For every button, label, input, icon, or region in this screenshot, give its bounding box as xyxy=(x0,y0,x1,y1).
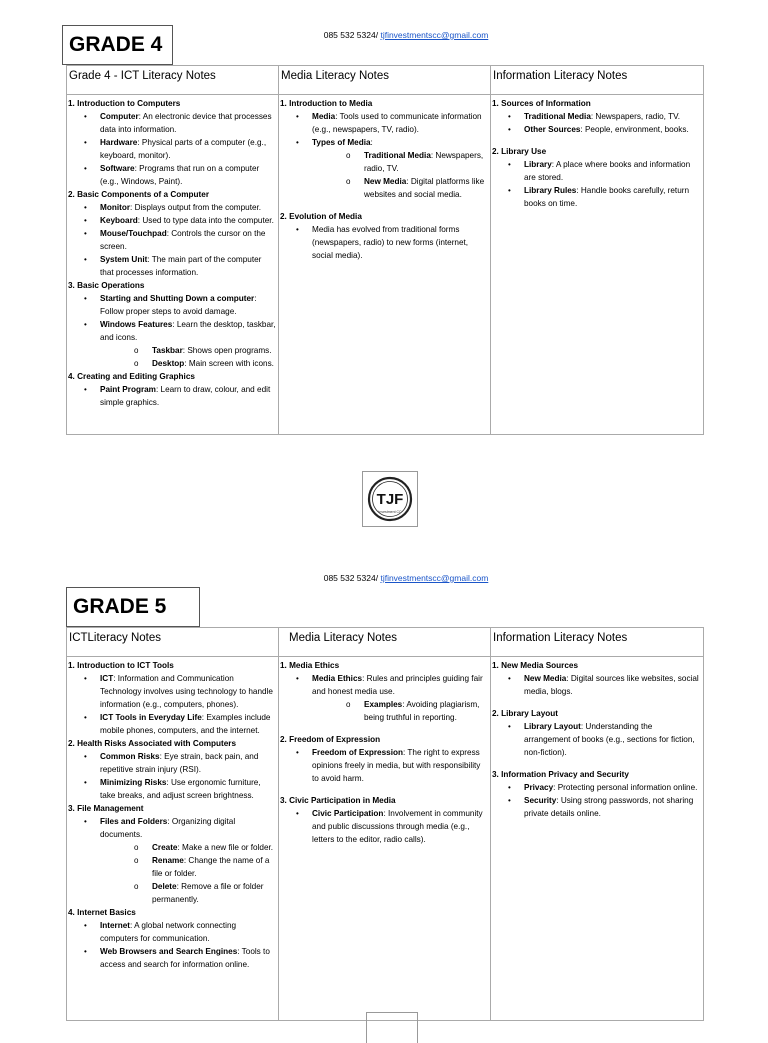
definition: : Digital sources like websites, social media, blogs. xyxy=(524,674,699,696)
grade-4-ict-cell xyxy=(67,95,279,435)
definition: : A place where books and information are stored. xyxy=(524,160,691,182)
bullet-list xyxy=(280,223,488,262)
sub-list-item xyxy=(134,880,276,906)
term: Computer xyxy=(100,112,139,121)
bullet-list xyxy=(68,110,276,188)
bullet-list xyxy=(68,292,276,370)
term: Web Browsers and Search Engines xyxy=(100,947,238,956)
list-item xyxy=(508,123,701,136)
list-item xyxy=(508,781,701,794)
section-heading: 2. Evolution of Media xyxy=(280,212,362,221)
definition: : The main part of the computer that processes information. xyxy=(100,255,262,277)
column-header-info: Information Literacy Notes xyxy=(491,628,704,657)
term: Desktop xyxy=(152,359,185,368)
bullet-list xyxy=(280,672,488,724)
sub-list xyxy=(312,698,488,724)
list-item xyxy=(84,201,276,214)
definition: : Main screen with icons. xyxy=(184,359,274,368)
definition: : xyxy=(370,138,373,147)
tjf-logo-icon xyxy=(365,474,415,524)
phone-number: 085 532 5324/ xyxy=(323,30,379,40)
list-item xyxy=(296,746,488,785)
list-item xyxy=(84,136,276,162)
bullet-list xyxy=(68,815,276,906)
term: Rename xyxy=(152,856,184,865)
term: Media xyxy=(312,112,336,121)
grade-5-info-cell xyxy=(491,657,704,1021)
definition: : Handle books carefully, return books on time. xyxy=(524,186,690,208)
sub-list-item xyxy=(346,698,488,724)
definition: : Eye strain, back pain, and repetitive strain injury (RSI). xyxy=(100,752,259,774)
column-header-media: Media Literacy Notes xyxy=(279,66,491,95)
sub-list-item xyxy=(134,841,276,854)
section-heading: 4. Internet Basics xyxy=(68,908,136,917)
bullet-list xyxy=(280,807,488,846)
sub-list-item xyxy=(134,344,276,357)
bullet-list xyxy=(492,781,701,820)
term: New Media xyxy=(524,674,567,683)
list-item xyxy=(84,214,276,227)
definition: : Shows open programs. xyxy=(182,346,272,355)
list-item xyxy=(296,807,488,846)
list-item xyxy=(84,672,276,711)
section-heading: 2. Library Use xyxy=(492,147,547,156)
term: Keyboard xyxy=(100,216,138,225)
bullet-list xyxy=(68,383,276,409)
term: Security xyxy=(524,796,557,805)
term: Minimizing Risks xyxy=(100,778,167,787)
section-heading: 3. Information Privacy and Security xyxy=(492,770,629,779)
term: Internet xyxy=(100,921,131,930)
grade-5-title: GRADE 5 xyxy=(66,587,200,627)
term: Taskbar xyxy=(152,346,183,355)
list-item xyxy=(84,711,276,737)
section-heading: 2. Freedom of Expression xyxy=(280,735,381,744)
term: Other Sources xyxy=(524,125,581,134)
list-item xyxy=(296,223,488,262)
definition: : Protecting personal information online. xyxy=(553,783,698,792)
section-heading: 1. Introduction to Computers xyxy=(68,99,181,108)
sub-list xyxy=(100,344,276,370)
section-heading: 2. Library Layout xyxy=(492,709,558,718)
list-item xyxy=(296,136,488,201)
term: Library xyxy=(524,160,552,169)
definition: : Avoiding plagiarism, being truthful in reporting. xyxy=(364,700,480,722)
term: Mouse/Touchpad xyxy=(100,229,167,238)
list-item xyxy=(84,292,276,318)
definition: : Follow proper steps to avoid damage. xyxy=(100,294,257,316)
definition: : Learn to draw, colour, and edit simple graphics. xyxy=(100,385,271,407)
bullet-list xyxy=(492,720,701,759)
phone-number: 085 532 5324/ xyxy=(323,573,379,583)
list-item xyxy=(84,776,276,802)
definition: : The right to express opinions freely in media, but with responsibility to avoid harm. xyxy=(312,748,481,783)
email-link[interactable]: tjfinvestmentscc@gmail.com xyxy=(380,573,489,583)
bullet-list xyxy=(68,201,276,279)
term: System Unit xyxy=(100,255,148,264)
term: Software xyxy=(100,164,135,173)
definition: : A global network connecting computers for communication. xyxy=(100,921,237,943)
sub-list-item xyxy=(134,854,276,880)
term: Hardware xyxy=(100,138,138,147)
bullet-list xyxy=(492,158,701,210)
list-item xyxy=(84,110,276,136)
term: Paint Program xyxy=(100,385,156,394)
list-item xyxy=(84,318,276,370)
column-header-ict: ICTLiteracy Notes xyxy=(67,628,279,657)
term: Library Layout xyxy=(524,722,581,731)
term: Delete xyxy=(152,882,177,891)
term: New Media xyxy=(364,177,407,186)
definition: : Digital platforms like websites and social media. xyxy=(364,177,485,199)
tjf-logo-partial xyxy=(366,1012,418,1043)
definition: : Organizing digital documents. xyxy=(100,817,236,839)
column-header-ict: Grade 4 - ICT Literacy Notes xyxy=(67,66,279,95)
term: Privacy xyxy=(524,783,554,792)
definition: : Programs that run on a computer (e.g., Windows, Paint). xyxy=(100,164,260,186)
term: Freedom of Expression xyxy=(312,748,403,757)
definition: : Newspapers, radio, TV. xyxy=(590,112,681,121)
definition: : Use ergonomic furniture, take breaks, and adjust screen brightness. xyxy=(100,778,261,800)
definition: : Physical parts of a computer (e.g., keyboard, monitor). xyxy=(100,138,267,160)
definition: : Change the name of a file or folder. xyxy=(152,856,270,878)
term: Media Ethics xyxy=(312,674,363,683)
term: Library Rules xyxy=(524,186,577,195)
term: Types of Media xyxy=(312,138,371,147)
bullet-list xyxy=(68,672,276,737)
term: Starting and Shutting Down a computer xyxy=(100,294,255,303)
list-item xyxy=(508,110,701,123)
definition: : Newspapers, radio, TV. xyxy=(364,151,484,173)
section-heading: 1. Media Ethics xyxy=(280,661,340,670)
definition: : Controls the cursor on the screen. xyxy=(100,229,266,251)
list-item xyxy=(84,815,276,906)
definition: : Displays output from the computer. xyxy=(130,203,262,212)
section-heading: 1. New Media Sources xyxy=(492,661,579,670)
definition: : Information and Communication Technology involves using technology to handle information (e.g., computers, phones). xyxy=(100,674,273,709)
term: Examples xyxy=(364,700,403,709)
sub-list-item xyxy=(134,357,276,370)
term: Create xyxy=(152,843,178,852)
list-item xyxy=(84,253,276,279)
grade-4-media-cell xyxy=(279,95,491,435)
definition: : Learn the desktop, taskbar, and icons. xyxy=(100,320,276,342)
grade-5-media-cell xyxy=(279,657,491,1021)
definition: : Using strong passwords, not sharing private details online. xyxy=(524,796,694,818)
term: Civic Participation xyxy=(312,809,384,818)
list-item xyxy=(84,383,276,409)
definition: : Used to type data into the computer. xyxy=(137,216,274,225)
contact-line xyxy=(256,573,556,583)
svg-text:TJF: TJF xyxy=(376,491,404,508)
grade-4-notes-table xyxy=(66,65,704,435)
definition: : Remove a file or folder permanently. xyxy=(152,882,264,904)
section-heading: 2. Basic Components of a Computer xyxy=(68,190,210,199)
list-item xyxy=(84,227,276,253)
term: Common Risks xyxy=(100,752,160,761)
bullet-list xyxy=(492,672,701,698)
list-item xyxy=(508,184,701,210)
sub-list xyxy=(312,149,488,201)
definition: : Tools to access and search for information online. xyxy=(100,947,270,969)
list-item xyxy=(84,162,276,188)
section-heading: 2. Health Risks Associated with Computers xyxy=(68,739,237,748)
column-header-media: Media Literacy Notes xyxy=(279,628,491,657)
sub-list xyxy=(100,841,276,906)
bullet-list xyxy=(492,110,701,136)
term: Traditional Media xyxy=(364,151,431,160)
grade-5-ict-cell xyxy=(67,657,279,1021)
list-item xyxy=(84,945,276,971)
grade-5-notes-table xyxy=(66,627,704,1021)
list-item xyxy=(508,794,701,820)
section-heading: 3. File Management xyxy=(68,804,144,813)
email-link[interactable]: tjfinvestmentscc@gmail.com xyxy=(380,30,489,40)
list-item xyxy=(84,919,276,945)
definition: : People, environment, books. xyxy=(580,125,689,134)
bullet-list xyxy=(280,110,488,201)
bullet-list xyxy=(280,746,488,785)
term: ICT xyxy=(100,674,114,683)
term: Monitor xyxy=(100,203,131,212)
definition: : Understanding the arrangement of books (e.g., sections for fiction, non-fiction). xyxy=(524,722,695,757)
definition: : Tools used to communicate information (e.g., newspapers, TV, radio). xyxy=(312,112,482,134)
svg-text:Investment CC: Investment CC xyxy=(378,510,402,514)
list-item xyxy=(508,158,701,184)
definition: : Involvement in community and public discussions through media (e.g., letters to the editor, radio calls). xyxy=(312,809,483,844)
bullet-list xyxy=(68,750,276,802)
grade-4-info-cell xyxy=(491,95,704,435)
grade-4-title: GRADE 4 xyxy=(62,25,173,65)
definition: : Make a new file or folder. xyxy=(177,843,274,852)
section-heading: 1. Introduction to ICT Tools xyxy=(68,661,174,670)
list-item xyxy=(508,672,701,698)
definition: : Rules and principles guiding fair and honest media use. xyxy=(312,674,483,696)
contact-line xyxy=(256,30,556,40)
tjf-logo xyxy=(362,471,418,527)
list-item xyxy=(508,720,701,759)
section-heading: 3. Basic Operations xyxy=(68,281,145,290)
sub-list-item xyxy=(346,149,488,175)
list-item xyxy=(296,672,488,724)
term: Windows Features xyxy=(100,320,173,329)
definition: : An electronic device that processes data into information. xyxy=(100,112,272,134)
section-heading: 1. Introduction to Media xyxy=(280,99,373,108)
definition: : Examples include mobile phones, computers, and the internet. xyxy=(100,713,271,735)
column-header-info: Information Literacy Notes xyxy=(491,66,704,95)
term: Traditional Media xyxy=(524,112,591,121)
section-heading: 1. Sources of Information xyxy=(492,99,591,108)
list-item xyxy=(84,750,276,776)
section-heading: 4. Creating and Editing Graphics xyxy=(68,372,195,381)
definition: Media has evolved from traditional forms (newspapers, radio) to new forms (internet, social media). xyxy=(312,225,469,260)
sub-list-item xyxy=(346,175,488,201)
term: Files and Folders xyxy=(100,817,168,826)
term: ICT Tools in Everyday Life xyxy=(100,713,202,722)
list-item xyxy=(296,110,488,136)
bullet-list xyxy=(68,919,276,971)
section-heading: 3. Civic Participation in Media xyxy=(280,796,396,805)
